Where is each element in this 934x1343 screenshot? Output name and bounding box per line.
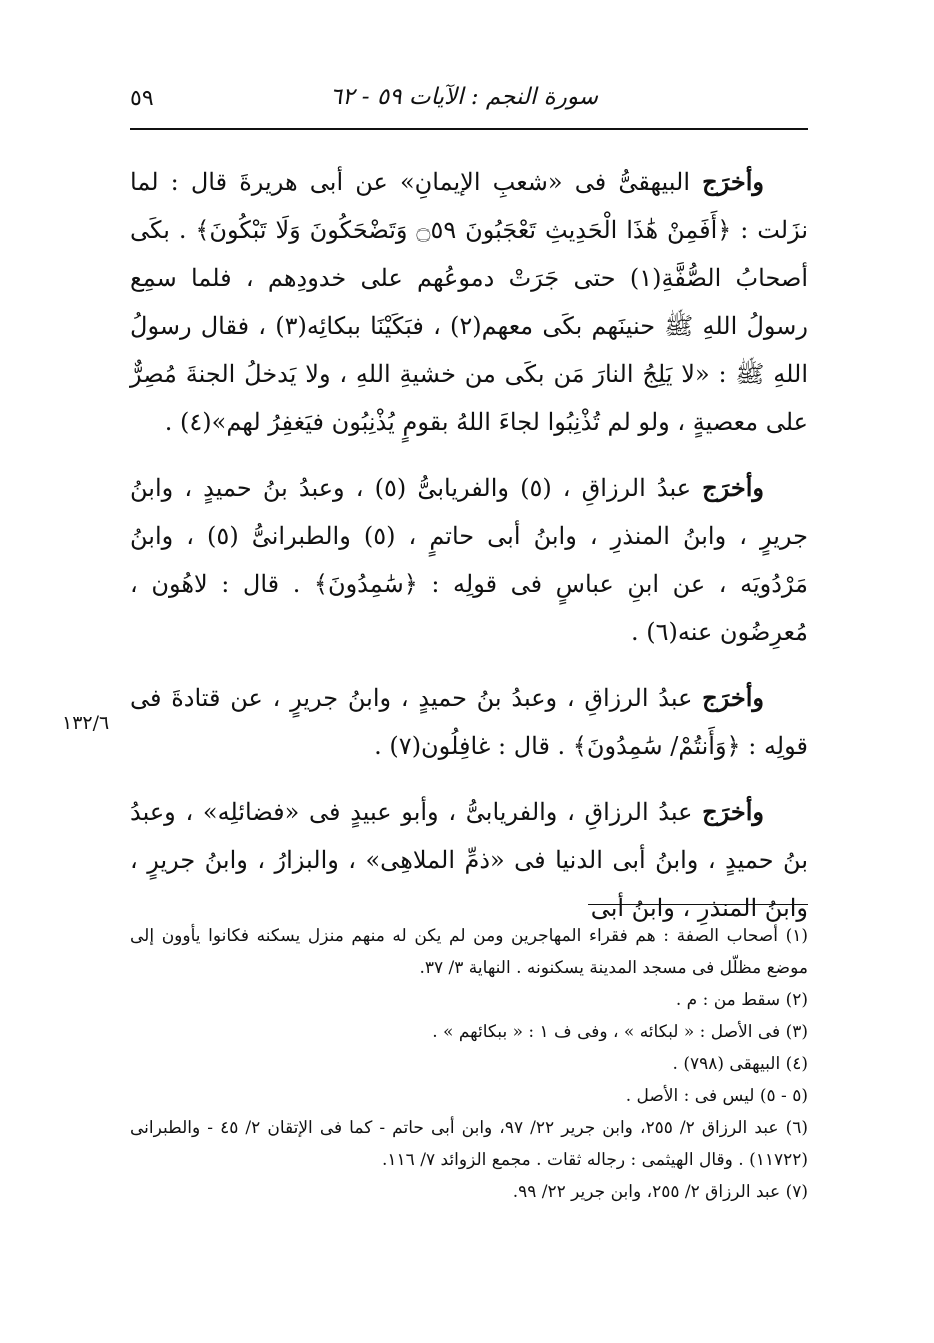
paragraph-lead: وأخرَج <box>702 473 764 502</box>
paragraph <box>130 464 808 656</box>
footnote: (٥ - ٥) ليس فى : الأصل . <box>625 1086 808 1106</box>
margin-volume-marker: ١٣٢/٦ <box>62 712 110 734</box>
main-text <box>130 158 808 950</box>
running-title: سورة النجم : الآيات ٥٩ - ٦٢ <box>329 84 598 110</box>
paragraph-lead: وأخرَج <box>702 167 764 196</box>
paragraph-text: عبدُ الرزاقِ ، والفريابىُّ ، وأبو عبيدٍ فى «فضائلِه» ، وعبدُ بنُ حميدٍ ، وابنُ أبى الدنيا فى «ذمِّ الملاهِى» ، والبزارُ ، وابنُ جريرٍ ، وابنُ المنذرِ ، وابنُ أبى <box>130 798 808 922</box>
paragraph-text: البيهقىُّ فى «شعبِ الإيمانِ» عن أبى هريرةَ قال : لما نزَلت : ﴿أَفَمِنْ هَٰذَا الْحَدِيثِ تَعْجَبُونَ ۝٥٩ وَتَضْحَكُونَ وَلَا تَبْكُونَ﴾ . بكَى أصحابُ الصُّفَّةِ(١) حتى جَرَتْ دموعُهم على خدودِهم ، فلما سمِع رسولُ اللهِ ﷺ حنينَهم بكَى معهم(٢) ، فبَكَيْنَا ببكائِه(٣) ، فقال رسولُ اللهِ ﷺ : «لا يَلِجُ النارَ مَن بكَى من خشيةِ اللهِ ، ولا يَدخلُ الجنةَ مُصِرٌّ على معصيةٍ ، ولو لم تُذْنِبُوا لجاءَ اللهُ بقومٍ يُذْنِبُون فيَغفِرُ لهم»(٤) . <box>130 168 808 436</box>
paragraph-lead: وأخرَج <box>702 797 764 826</box>
page-number: ٥٩ <box>130 86 154 111</box>
footnote: (٤) البيهقى (٧٩٨) . <box>672 1054 808 1074</box>
paragraph-lead: وأخرَج <box>702 683 764 712</box>
footnote: (١) أصحاب الصفة : هم فقراء المهاجرين ومن لم يكن له منهم منزل يسكنه فكانوا يأوون إلى موضع مظلّل فى مسجد المدينة يسكنونه . النهاية ٣/ ٣٧. <box>130 926 808 978</box>
footnote: (٢) سقط من : م . <box>675 990 808 1010</box>
footnote: (٦) عبد الرزاق ٢/ ٢٥٥، وابن جرير ٢٢/ ٩٧، وابن أبى حاتم - كما فى الإتقان ٢/ ٤٥ - والطبرانى (١١٧٢٢) . وقال الهيثمى : رجاله ثقات . مجمع الزوائد ٧/ ١١٦. <box>130 1118 808 1170</box>
page-header <box>130 82 808 122</box>
footnotes <box>130 920 808 1208</box>
paragraph-text: عبدُ الرزاقِ ، وعبدُ بنُ حميدٍ ، وابنُ جريرٍ ، عن قتادةَ فى قولِه : ﴿وَأَنتُمْ/ سَٰمِدُونَ﴾ . قال : غافِلُون(٧) . <box>130 684 808 760</box>
paragraph <box>130 788 808 932</box>
header-rule <box>130 128 808 130</box>
footnote-rule <box>588 904 808 905</box>
footnote: (٣) فى الأصل : « لبكائه » ، وفى ف ١ : « ببكائهم » . <box>432 1022 808 1042</box>
paragraph <box>130 674 808 770</box>
paragraph <box>130 158 808 446</box>
paragraph-text: عبدُ الرزاقِ ، (٥) والفريابىُّ (٥) ، وعبدُ بنُ حميدٍ ، وابنُ جريرٍ ، وابنُ المنذرِ ، وابنُ أبى حاتمٍ ، (٥) والطبرانىُّ (٥) ، وابنُ مَرْدُويَه ، عن ابنِ عباسٍ فى قولِه : ﴿سَٰمِدُونَ﴾ . قال : لاهُون ، مُعرِضُون عنه(٦) . <box>130 474 809 646</box>
footnote: (٧) عبد الرزاق ٢/ ٢٥٥، وابن جرير ٢٢/ ٩٩. <box>512 1182 808 1202</box>
